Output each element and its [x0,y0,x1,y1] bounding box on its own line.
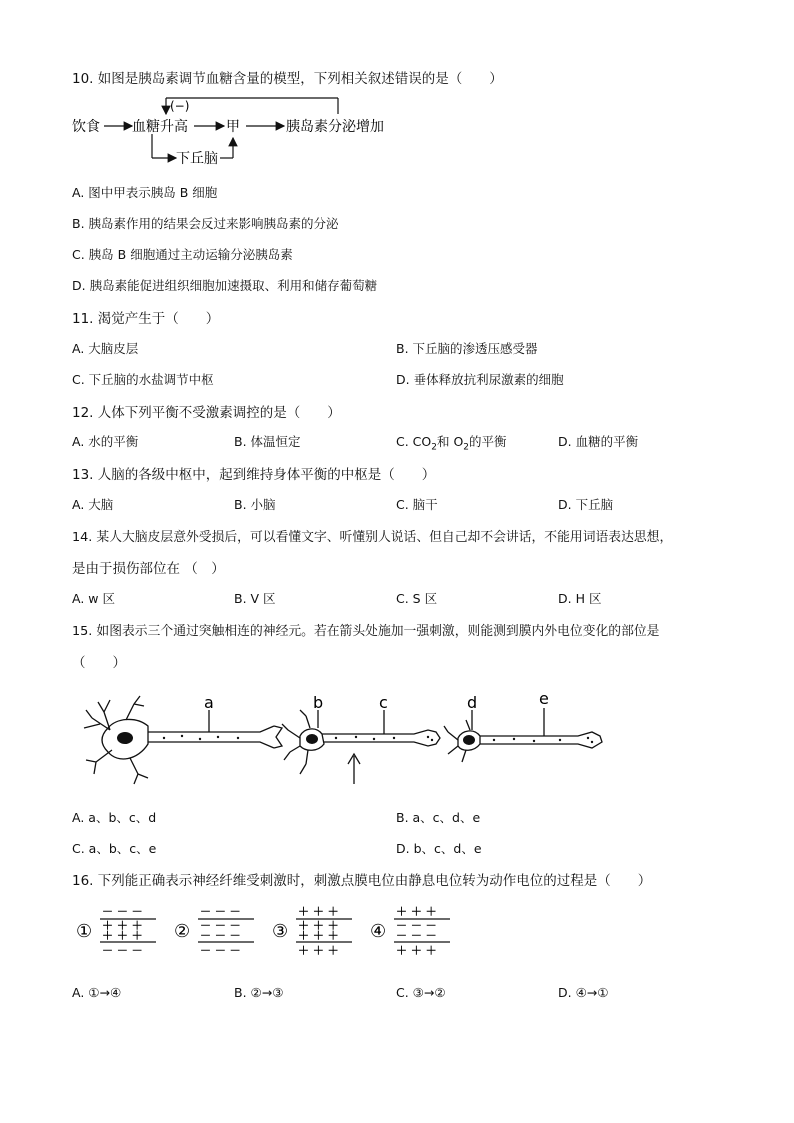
q11-option-d[interactable]: D. 垂体释放抗利尿激素的细胞 [396,372,564,387]
membrane-diagrams [74,904,464,960]
d1-row4: － － － [102,944,143,957]
d1-row2: ＋ ＋ ＋ [102,919,143,932]
q12-c-suffix: 的平衡 [469,434,507,449]
q15-stem-line1: 15. 如图表示三个通过突触相连的神经元。若在箭头处施加一强刺激，则能测到膜内外电位变化的部位是 [72,624,660,639]
d2-row1: － － － [200,905,241,918]
q16-option-d[interactable]: D. ④→① [558,985,609,1000]
q12-option-a[interactable]: A. 水的平衡 [72,434,139,449]
food-label: 饮食 [72,119,100,135]
q14-option-d[interactable]: D. H 区 [558,591,602,606]
q15-option-d[interactable]: D. b、c、d、e [396,841,482,856]
q15-stem-line2: （ ） [72,655,126,671]
d3-row2: ＋ ＋ ＋ [298,919,339,932]
d4-row1: ＋ ＋ ＋ [396,905,437,918]
q10-diagram [66,92,406,170]
q11-stem: 11. 渴觉产生于（ ） [72,311,220,327]
d1-row3: ＋ ＋ ＋ [102,929,143,942]
insulin-secretion-label: 胰岛素分泌增加 [286,119,384,135]
q12-option-c[interactable] [396,432,507,453]
q10-option-d[interactable]: D. 胰岛素能促进组织细胞加速摄取、利用和储存葡萄糖 [72,278,378,293]
q11-option-b[interactable]: B. 下丘脑的渗透压感受器 [396,341,538,356]
q16-option-a[interactable]: A. ①→④ [72,985,122,1000]
q15-option-c[interactable]: C. a、b、c、e [72,841,157,856]
q14-option-b[interactable]: B. V 区 [234,591,276,606]
jia-label: 甲 [226,119,240,135]
d2-row4: － － － [200,944,241,957]
q12-c-prefix: C. CO [396,434,432,449]
q13-stem: 13. 人脑的各级中枢中，起到维持身体平衡的中枢是（ ） [72,467,436,483]
label-d: d [467,693,478,712]
diagram3-num: ③ [272,921,289,942]
d4-row2: － － － [396,919,437,932]
q12-c-mid: 和 O [436,434,464,449]
q10-option-c[interactable]: C. 胰岛 B 细胞通过主动运输分泌胰岛素 [72,247,293,262]
q12-c-sub2: 2 [463,442,470,453]
q10-option-b[interactable]: B. 胰岛素作用的结果会反过来影响胰岛素的分泌 [72,216,339,231]
diagram2-num: ② [174,921,191,942]
d2-row2: － － － [200,919,241,932]
diagram1-num: ① [76,921,93,942]
q10-option-a[interactable]: A. 图中甲表示胰岛 B 细胞 [72,185,218,200]
q13-option-d[interactable]: D. 下丘脑 [558,497,614,512]
q16-stem: 16. 下列能正确表示神经纤维受刺激时，刺激点膜电位由静息电位转为动作电位的过程是（ ） [72,873,652,889]
q13-option-b[interactable]: B. 小脑 [234,497,276,512]
q14-option-c[interactable]: C. S 区 [396,591,438,606]
q15-option-a[interactable]: A. a、b、c、d [72,810,157,825]
q13-option-c[interactable]: C. 脑干 [396,497,438,512]
d3-row4: ＋ ＋ ＋ [298,944,339,957]
label-b: b [313,693,324,712]
d2-row3: － － － [200,929,241,942]
q14-stem-line2: 是由于损伤部位在 （ ） [72,561,225,577]
d4-row4: ＋ ＋ ＋ [396,944,437,957]
label-a: a [204,693,214,712]
hypothalamus-label: 下丘脑 [176,151,218,167]
q12-c-sub1: 2 [431,442,437,453]
q11-option-a[interactable]: A. 大脑皮层 [72,341,139,356]
d4-row3: － － － [396,929,437,942]
q16-option-b[interactable]: B. ②→③ [234,985,284,1000]
q11-option-c[interactable]: C. 下丘脑的水盐调节中枢 [72,372,214,387]
glucose-rise-label: 血糖升高 [132,119,188,135]
d3-row3: ＋ ＋ ＋ [298,929,339,942]
d3-row1: ＋ ＋ ＋ [298,905,339,918]
d1-row1: － － － [102,905,143,918]
q16-option-c[interactable]: C. ③→② [396,985,446,1000]
q15-option-b[interactable]: B. a、c、d、e [396,810,481,825]
q14-stem-line1: 14. 某人大脑皮层意外受损后，可以看懂文字、听懂别人说话、但自己却不会讲话，不能用词语表达思想， [72,530,673,545]
diagram4-num: ④ [370,921,387,942]
q14-option-a[interactable]: A. w 区 [72,591,115,606]
q12-option-b[interactable]: B. 体温恒定 [234,434,301,449]
label-c: c [379,693,388,712]
q12-option-d[interactable]: D. 血糖的平衡 [558,434,639,449]
neg-sign: (−) [170,99,190,113]
q12-stem: 12. 人体下列平衡不受激素调控的是（ ） [72,405,341,421]
label-e: e [539,689,549,708]
q10-stem: 10. 如图是胰岛素调节血糖含量的模型，下列相关叙述错误的是（ ） [72,71,503,87]
neurons-diagram [78,688,618,790]
q13-option-a[interactable]: A. 大脑 [72,497,114,512]
